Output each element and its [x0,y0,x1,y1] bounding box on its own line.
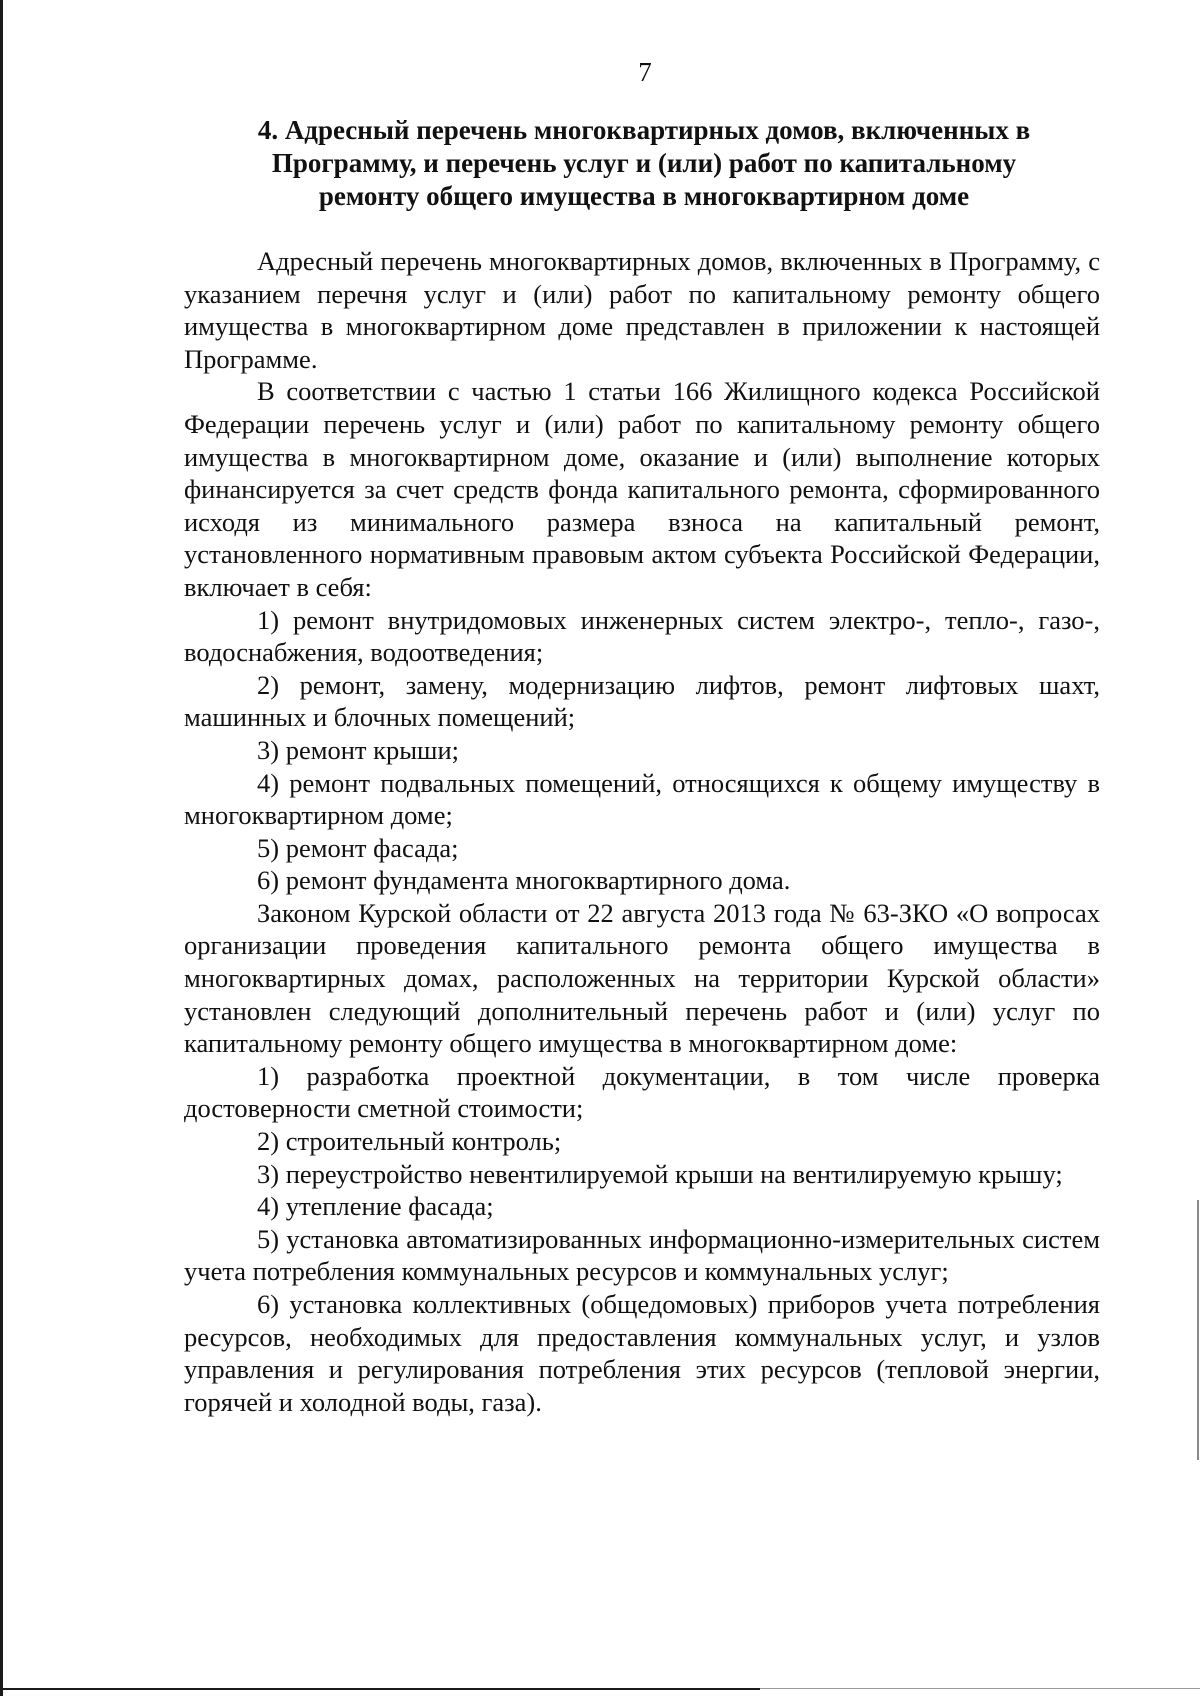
list-item-basement: 4) ремонт подвальных помещений, относящихся к общему имуществу в многоквартирном доме; [184,767,1100,831]
list-item-construction-control: 2) строительный контроль; [257,1126,562,1157]
paragraph-kursk-law: Законом Курской области от 22 августа 2013 года № 63-ЗКО «О вопросах организации проведения капитального ремонта общего имущества в многоквартирных домах, расположенных на территории Курской области» установлен следующий дополнительный перечень работ и (или) услуг по капитальному ремонту общего имущества в многоквартирном доме: [184,897,1100,1059]
list-item-facade: 5) ремонт фасада; [257,832,459,863]
scan-left-edge [0,0,3,1696]
section-heading-line: ремонту общего имущества в многоквартирном доме [318,181,970,211]
paragraph-housing-code: В соответствии с частью 1 статьи 166 Жилищного кодекса Российской Федерации перечень услуг и (или) работ по капитальному ремонту общего имущества в многоквартирном доме, оказание и (или) выполнение которых финансируется за счет средств фонда капитального ремонта, сформированного исходя из минимального размера взноса на капитальный ремонт, установленного нормативным правовым актом субъекта Российской Федерации, включает в себя: [184,376,1100,602]
section-heading [184,114,1104,213]
paragraph-address-list: Адресный перечень многоквартирных домов, включенных в Программу, с указанием перечня услуг и (или) работ по капитальному ремонту общего имущества в многоквартирном доме представлен в приложении к настоящей Программе. [184,246,1100,374]
list-item-engineering-systems: 1) ремонт внутридомовых инженерных систем электро-, тепло-, газо-, водоснабжения, водоотведения; [184,604,1100,668]
section-heading-line: Программу, и перечень услуг и (или) работ по капитальному [271,148,1017,178]
list-item-roof: 3) ремонт крыши; [257,734,459,765]
scan-right-edge [1197,1200,1199,1460]
scan-bottom-edge-faint [760,1688,1200,1689]
list-item-foundation: 6) ремонт фундамента многоквартирного дома. [257,865,791,896]
section-heading-line: 4. Адресный перечень многоквартирных домов, включенных в [257,115,1031,145]
scan-bottom-edge [0,1688,760,1690]
list-item-metering-systems: 5) установка автоматизированных информационно-измерительных систем учета потребления коммунальных ресурсов и коммунальных услуг; [184,1223,1100,1287]
list-item-project-documentation: 1) разработка проектной документации, в том числе проверка достоверности сметной стоимости; [184,1060,1100,1124]
list-item-elevators: 2) ремонт, замену, модернизацию лифтов, ремонт лифтовых шахт, машинных и блочных помещений; [184,669,1100,733]
document-body [184,245,1100,1418]
list-item-roof-conversion: 3) переустройство невентилируемой крыши на вентилируемую крышу; [257,1158,1063,1189]
page-number: 7 [638,57,652,87]
list-item-facade-insulation: 4) утепление фасада; [257,1191,494,1222]
list-item-collective-meters: 6) установка коллективных (общедомовых) приборов учета потребления ресурсов, необходимых для предоставления коммунальных услуг, и узлов управления и регулирования потребления этих ресурсов (тепловой энергии, горячей и холодной воды, газа). [184,1289,1100,1417]
